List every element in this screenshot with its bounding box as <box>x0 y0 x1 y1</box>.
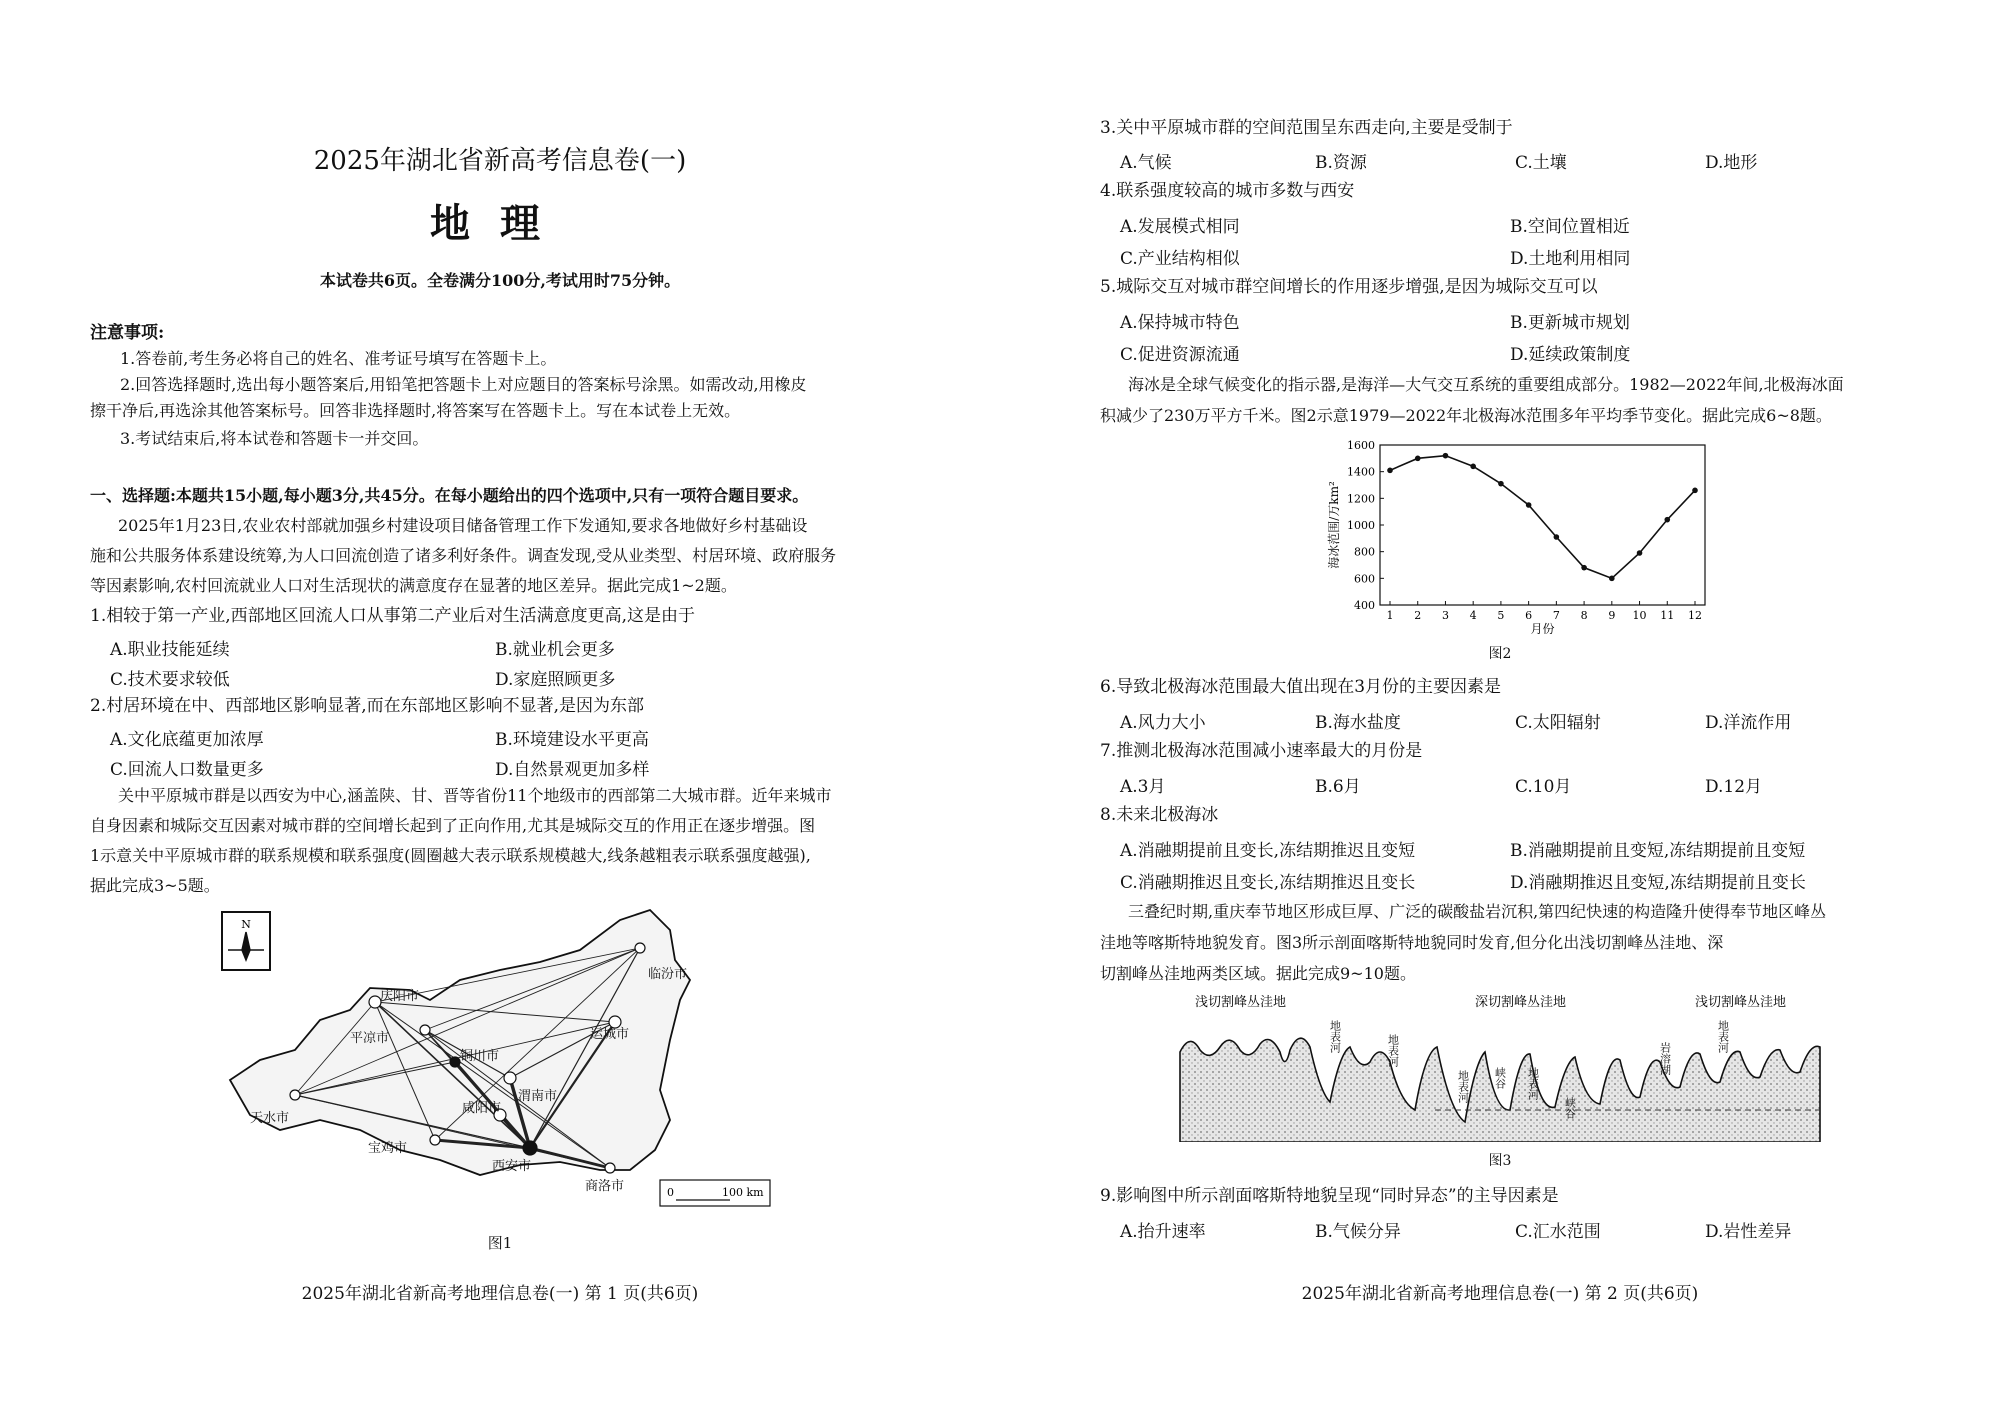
label-surface-river-2: 地表河 <box>1386 1034 1400 1067</box>
x-tick-label: 9 <box>1608 609 1616 622</box>
zone-label-shallow-2: 浅切割峰丛洼地 <box>1695 995 1787 1010</box>
exam-info: 本试卷共6页。全卷满分100分,考试用时75分钟。 <box>319 271 681 290</box>
q7-option-c: C.10月 <box>1515 777 1572 797</box>
q2-option-c: C.回流人口数量更多 <box>110 760 264 780</box>
city-label: 临汾市 <box>648 967 688 982</box>
label-surface-river-3: 地表河 <box>1456 1070 1470 1103</box>
data-point <box>1415 456 1421 462</box>
passage-4-line-3: 切割峰丛洼地两类区域。据此完成9~10题。 <box>1100 964 1416 983</box>
q2-option-b: B.环境建设水平更高 <box>495 730 649 750</box>
q6-stem: 6.导致北极海冰范围最大值出现在3月份的主要因素是 <box>1100 677 1502 697</box>
passage-2-line-4: 据此完成3~5题。 <box>90 876 220 895</box>
passage-4-line-2: 洼地等喀斯特地貌发育。图3所示剖面喀斯特地貌同时发育,但分化出浅切割峰丛洼地、深 <box>1100 933 1724 952</box>
notice-3: 3.考试结束后,将本试卷和答题卡一并交回。 <box>120 429 429 448</box>
notice-2b: 擦干净后,再选涂其他答案标号。回答非选择题时,将答案写在答题卡上。写在本试卷上无效。 <box>90 401 741 420</box>
passage-1-line-2: 施和公共服务体系建设统筹,为人口回流创造了诸多利好条件。调查发现,受从业类型、村居环境、政府服务 <box>90 546 837 565</box>
x-tick-label: 12 <box>1688 609 1702 622</box>
q4-option-a: A.发展模式相同 <box>1120 217 1240 237</box>
q6-option-a: A.风力大小 <box>1120 713 1206 733</box>
q6-option-c: C.太阳辐射 <box>1515 713 1601 733</box>
figure-1-caption: 图1 <box>487 1234 513 1252</box>
passage-1-line-1: 2025年1月23日,农业农村部就加强乡村建设项目储备管理工作下发通知,要求各地做好乡村基础设 <box>118 516 808 535</box>
q4-option-d: D.土地利用相同 <box>1510 249 1631 269</box>
passage-2-line-1: 关中平原城市群是以西安为中心,涵盖陕、甘、晋等省份11个地级市的西部第二大城市群。近年来城市 <box>118 786 832 805</box>
q1-stem: 1.相较于第一产业,西部地区回流人口从事第二产业后对生活满意度更高,这是由于 <box>90 606 696 626</box>
north-label: N <box>241 918 251 931</box>
y-tick-label: 1400 <box>1347 465 1375 479</box>
y-tick-label: 1600 <box>1347 439 1375 452</box>
data-point <box>1664 517 1670 523</box>
city-node <box>290 1090 300 1100</box>
data-point <box>1554 534 1560 540</box>
city-node <box>430 1135 440 1145</box>
label-gorge-1: 峡谷 <box>1493 1067 1507 1089</box>
exam-title: 2025年湖北省新高考信息卷(一) <box>313 146 687 176</box>
y-tick-label: 400 <box>1354 599 1375 612</box>
label-surface-river-5: 地表河 <box>1716 1020 1730 1053</box>
city-label: 咸阳市 <box>462 1101 502 1116</box>
city-label: 铜川市 <box>460 1049 500 1064</box>
q8-option-a: A.消融期提前且变长,冻结期推迟且变短 <box>1120 841 1416 861</box>
q3-option-c: C.土壤 <box>1515 153 1567 173</box>
x-tick-label: 5 <box>1497 609 1505 622</box>
q5-option-c: C.促进资源流通 <box>1120 345 1240 365</box>
q8-stem: 8.未来北极海冰 <box>1100 805 1219 825</box>
city-label: 天水市 <box>250 1111 290 1126</box>
q6-option-b: B.海水盐度 <box>1315 713 1401 733</box>
zone-label-shallow-1: 浅切割峰丛洼地 <box>1195 995 1287 1010</box>
q8-option-b: B.消融期提前且变短,冻结期提前且变短 <box>1510 841 1806 861</box>
data-point <box>1443 453 1449 459</box>
q9-option-c: C.汇水范围 <box>1515 1222 1601 1242</box>
scale-zero: 0 <box>667 1186 674 1199</box>
label-surface-river-1: 地表河 <box>1328 1020 1342 1053</box>
city-label: 庆阳市 <box>380 989 420 1004</box>
q9-option-a: A.抬升速率 <box>1120 1222 1206 1242</box>
q3-stem: 3.关中平原城市群的空间范围呈东西走向,主要是受制于 <box>1100 118 1513 138</box>
q1-option-c: C.技术要求较低 <box>110 670 230 690</box>
data-point <box>1692 488 1698 494</box>
x-tick-label: 6 <box>1525 609 1533 622</box>
figure-2-caption: 图2 <box>1488 646 1512 662</box>
x-tick-label: 3 <box>1441 609 1449 622</box>
q9-option-b: B.气候分异 <box>1315 1222 1401 1242</box>
data-point <box>1526 502 1532 508</box>
q8-option-c: C.消融期推迟且变长,冻结期推迟且变长 <box>1120 873 1416 893</box>
city-label: 商洛市 <box>585 1179 625 1194</box>
figure-1-map <box>200 900 800 1230</box>
karst-profile-surface <box>1180 1038 1820 1142</box>
page-1-footer: 2025年湖北省新高考地理信息卷(一) 第 1 页(共6页) <box>301 1284 699 1304</box>
passage-2-line-3: 1示意关中平原城市群的联系规模和联系强度(圆圈越大表示联系规模越大,线条越粗表示联系强度越强), <box>90 846 811 865</box>
city-node <box>635 943 645 953</box>
q2-stem: 2.村居环境在中、西部地区影响显著,而在东部地区影响不显著,是因为东部 <box>90 696 645 716</box>
x-tick-label: 10 <box>1632 609 1647 622</box>
passage-4-line-1: 三叠纪时期,重庆奉节地区形成巨厚、广泛的碳酸盐岩沉积,第四纪快速的构造隆升使得奉节地区峰丛 <box>1128 902 1827 921</box>
data-point <box>1637 550 1643 556</box>
city-node <box>605 1163 615 1173</box>
city-node <box>523 1141 537 1155</box>
y-tick-label: 1000 <box>1347 519 1375 532</box>
x-tick-label: 11 <box>1660 609 1675 622</box>
city-label: 西安市 <box>492 1159 532 1174</box>
data-point <box>1498 481 1504 487</box>
data-point <box>1470 464 1476 470</box>
notice-2: 2.回答选择题时,选出每小题答案后,用铅笔把答题卡上对应题目的答案标号涂黑。如需改动,用橡皮 <box>120 375 807 394</box>
x-tick-label: 8 <box>1580 609 1588 622</box>
q3-option-a: A.气候 <box>1120 153 1172 173</box>
q9-option-d: D.岩性差异 <box>1705 1222 1792 1242</box>
q2-option-a: A.文化底蕴更加浓厚 <box>110 730 264 750</box>
city-label: 平凉市 <box>350 1031 390 1046</box>
x-tick-label: 2 <box>1414 609 1422 622</box>
q1-option-a: A.职业技能延续 <box>110 640 230 660</box>
figure-3-caption: 图3 <box>1488 1153 1512 1169</box>
q2-option-d: D.自然景观更加多样 <box>495 760 650 780</box>
q7-stem: 7.推测北极海冰范围减小速率最大的月份是 <box>1100 741 1423 761</box>
q9-stem: 9.影响图中所示剖面喀斯特地貌呈现“同时异态”的主导因素是 <box>1100 1186 1559 1206</box>
q6-option-d: D.洋流作用 <box>1705 713 1792 733</box>
q4-option-b: B.空间位置相近 <box>1510 217 1630 237</box>
data-point <box>1581 565 1587 571</box>
x-tick-label: 1 <box>1386 609 1394 622</box>
region-outline <box>230 910 690 1175</box>
q3-option-b: B.资源 <box>1315 153 1367 173</box>
q5-option-d: D.延续政策制度 <box>1510 345 1631 365</box>
page-2 <box>1000 0 2000 1414</box>
subject-title: 地理 <box>430 200 570 247</box>
city-label: 宝鸡市 <box>368 1141 408 1156</box>
data-point <box>1609 576 1615 582</box>
q5-option-b: B.更新城市规划 <box>1510 313 1630 333</box>
label-gorge-2: 峡谷 <box>1563 1097 1577 1119</box>
y-tick-label: 600 <box>1354 572 1375 586</box>
passage-3-line-2: 积减少了230万平方千米。图2示意1979—2022年北极海冰范围多年平均季节变化。据此完成6~8题。 <box>1100 406 1832 425</box>
passage-1-line-3: 等因素影响,农村回流就业人口对生活现状的满意度存在显著的地区差异。据此完成1~2题。 <box>90 576 737 595</box>
q5-stem: 5.城际交互对城市群空间增长的作用逐步增强,是因为城际交互可以 <box>1100 277 1598 297</box>
city-node <box>420 1025 430 1035</box>
page-2-footer: 2025年湖北省新高考地理信息卷(一) 第 2 页(共6页) <box>1301 1284 1699 1304</box>
passage-3-line-1: 海冰是全球气候变化的指示器,是海洋—大气交互系统的重要组成部分。1982—2022年间,北极海冰面 <box>1128 375 1844 394</box>
y-tick-label: 1200 <box>1347 492 1375 506</box>
q5-option-a: A.保持城市特色 <box>1120 313 1240 333</box>
plot-frame <box>1380 445 1705 605</box>
scale-label: 100 km <box>722 1186 764 1199</box>
label-karst-lake: 岩溶湖 <box>1658 1042 1672 1075</box>
series-line <box>1390 456 1695 579</box>
q7-option-b: B.6月 <box>1315 777 1361 797</box>
city-node <box>504 1072 516 1084</box>
figure-3-profile <box>1175 992 1825 1142</box>
q7-option-d: D.12月 <box>1705 777 1763 797</box>
x-axis-label: 月份 <box>1530 622 1555 635</box>
q4-option-c: C.产业结构相似 <box>1120 249 1240 269</box>
city-node <box>450 1057 460 1067</box>
q3-option-d: D.地形 <box>1705 153 1758 173</box>
q1-option-d: D.家庭照顾更多 <box>495 670 616 690</box>
label-surface-river-4: 地表河 <box>1526 1067 1540 1100</box>
section-title: 一、选择题:本题共15小题,每小题3分,共45分。在每小题给出的四个选项中,只有一项符合题目要求。 <box>90 486 809 505</box>
q7-option-a: A.3月 <box>1120 777 1166 797</box>
data-point <box>1387 468 1393 474</box>
figure-2-chart <box>1300 435 1720 635</box>
x-tick-label: 4 <box>1469 609 1477 622</box>
zone-label-deep: 深切割峰丛洼地 <box>1475 995 1567 1010</box>
x-tick-label: 7 <box>1552 609 1560 622</box>
city-label: 渭南市 <box>518 1089 558 1104</box>
passage-2-line-2: 自身因素和城际交互因素对城市群的空间增长起到了正向作用,尤其是城际交互的作用正在逐步增强。图 <box>90 816 816 835</box>
notice-title: 注意事项: <box>90 323 165 343</box>
y-tick-label: 800 <box>1354 545 1375 559</box>
q4-stem: 4.联系强度较高的城市多数与西安 <box>1100 181 1355 201</box>
city-label: 运城市 <box>590 1027 630 1042</box>
notice-1: 1.答卷前,考生务必将自己的姓名、准考证号填写在答题卡上。 <box>120 349 557 368</box>
q8-option-d: D.消融期推迟且变短,冻结期提前且变长 <box>1510 873 1806 893</box>
y-axis-label: 海冰范围/万km² <box>1327 481 1341 569</box>
q1-option-b: B.就业机会更多 <box>495 640 615 660</box>
